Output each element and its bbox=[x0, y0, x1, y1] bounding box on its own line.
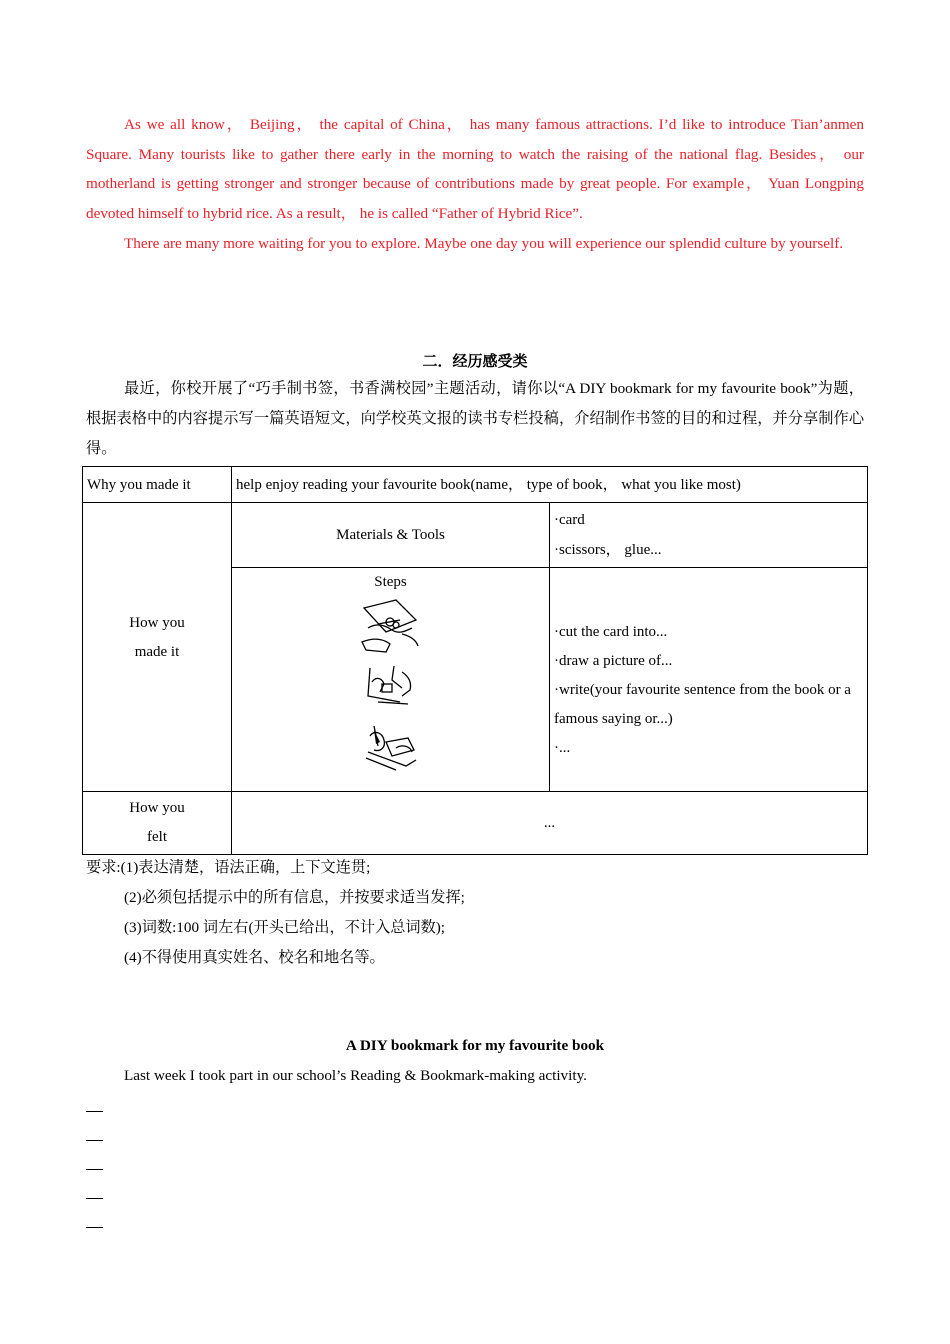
step-item-4: ·... bbox=[554, 740, 571, 756]
writing-sentence-illustration bbox=[356, 722, 426, 774]
writing-line bbox=[86, 1111, 103, 1112]
cutting-card-illustration bbox=[356, 598, 426, 656]
materials-list-cell bbox=[550, 503, 868, 568]
section-title: 二．经历感受类 bbox=[422, 354, 528, 370]
row-why-content: help enjoy reading your favourite book(name， type of book， what you like most) bbox=[236, 477, 741, 493]
writing-line bbox=[86, 1169, 103, 1170]
requirement-1: 要求:(1)表达清楚，语法正确，上下文连贯; bbox=[86, 859, 371, 876]
step-item-3: ·write(your favourite sentence from the book or a famous saying or...) bbox=[554, 682, 851, 727]
sample-paragraph-1: As we all know， Beijing， the capital of China， has many famous attractions. I’d like to introduce Tian’anmen Square. Many tourists like to gather there early in the morning to watch the raising of the national flag. Besides， our motherland is getting stronger and stronger because of contributions made by great people. For example， Yuan Longping devoted himself to hybrid rice. As a result， he is called “Father of Hybrid Rice”. bbox=[86, 116, 864, 222]
material-item-2: ·scissors， glue... bbox=[554, 542, 662, 558]
writing-line bbox=[86, 1227, 103, 1228]
essay-title: A DIY bookmark for my favourite book bbox=[345, 1037, 605, 1054]
hint-table bbox=[82, 466, 868, 855]
row-felt-label-2: felt bbox=[147, 829, 167, 845]
steps-label: Steps bbox=[374, 574, 407, 590]
row-felt-content-cell bbox=[232, 792, 868, 855]
row-why-label: Why you made it bbox=[87, 477, 191, 493]
requirement-4: (4)不得使用真实姓名、校名和地名等。 bbox=[124, 949, 385, 966]
steps-label-cell bbox=[232, 568, 550, 792]
row-felt-label-1: How you bbox=[129, 800, 185, 816]
drawing-picture-illustration bbox=[356, 662, 426, 712]
task-prompt: 最近，你校开展了“巧手制书签，书香满校园”主题活动，请你以“A DIY bookmark for my favourite book”为题，根据表格中的内容提示写一篇英语短文，向学校英文报的读书专栏投稿，介绍制作书签的目的和过程，并分享制作心得。 bbox=[86, 380, 864, 457]
steps-illustrations bbox=[232, 598, 549, 774]
row-why-label-cell bbox=[83, 467, 232, 503]
row-how-made-label-cell bbox=[83, 503, 232, 792]
row-felt-content: ... bbox=[543, 814, 556, 831]
writing-line bbox=[86, 1140, 103, 1141]
essay-opening: Last week I took part in our school’s Reading & Bookmark-making activity. bbox=[124, 1067, 587, 1084]
row-felt-label-cell bbox=[83, 792, 232, 855]
row-why-content-cell bbox=[232, 467, 868, 503]
writing-line bbox=[86, 1198, 103, 1199]
requirement-3: (3)词数:100 词左右(开头已给出，不计入总词数); bbox=[124, 919, 446, 936]
step-item-1: ·cut the card into... bbox=[554, 624, 668, 640]
materials-label-cell bbox=[232, 503, 550, 568]
materials-label: Materials & Tools bbox=[336, 526, 445, 543]
requirement-2: (2)必须包括提示中的所有信息，并按要求适当发挥; bbox=[124, 889, 465, 906]
row-how-made-label-1: How you bbox=[129, 615, 185, 631]
steps-list-cell bbox=[550, 568, 868, 792]
step-item-2: ·draw a picture of... bbox=[554, 653, 673, 669]
row-how-made-label-2: made it bbox=[134, 644, 180, 660]
material-item-1: ·card bbox=[554, 512, 585, 528]
sample-paragraph-2: There are many more waiting for you to explore. Maybe one day you will experience our splendid culture by yourself. bbox=[124, 235, 844, 252]
